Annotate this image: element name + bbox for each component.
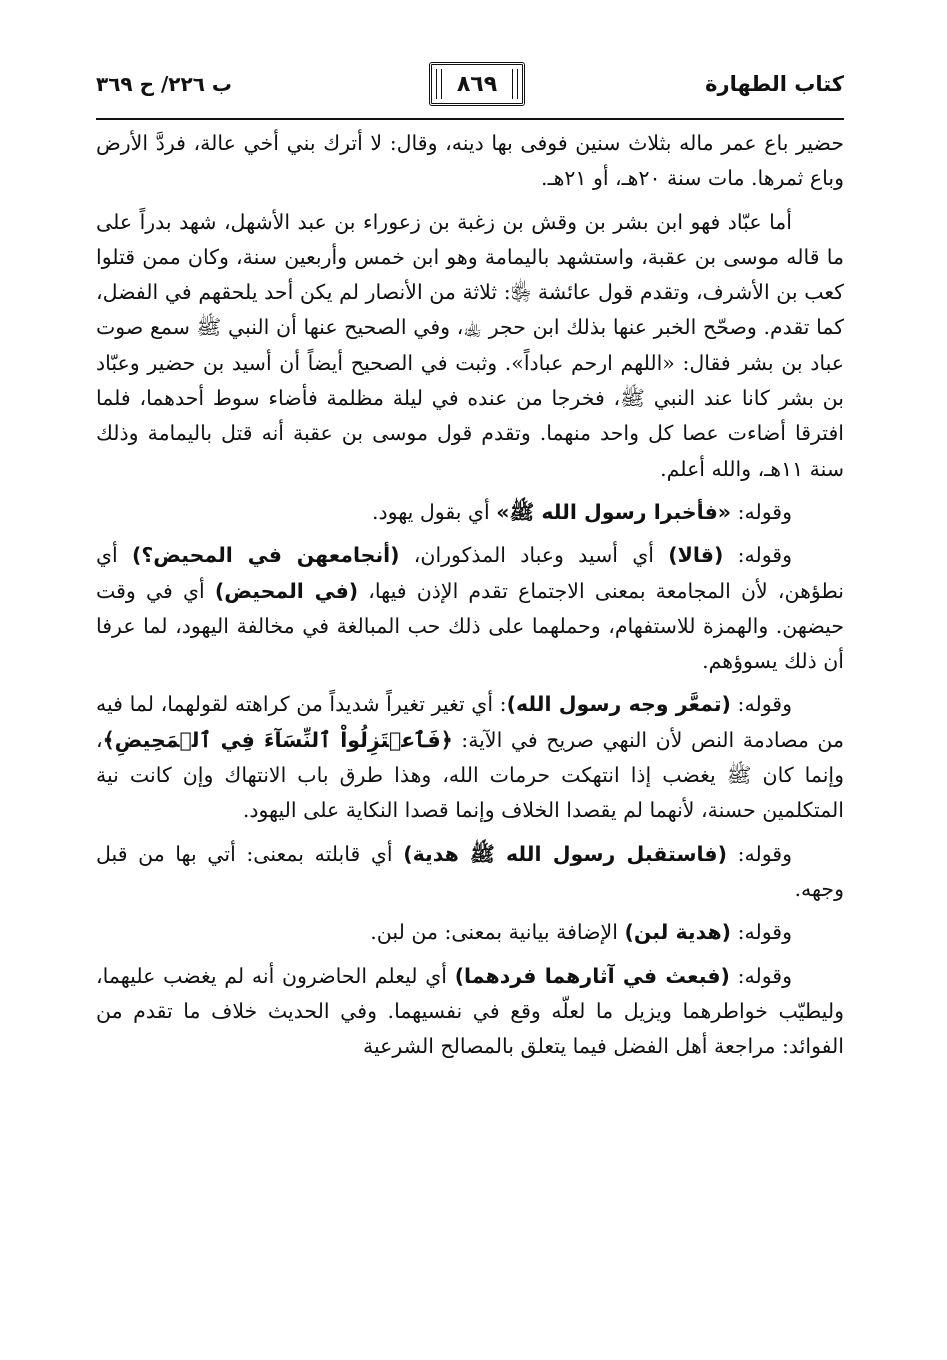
text-run: أي أسيد وعباد المذكوران،	[399, 543, 669, 568]
quoted-phrase: ﴿فَٱعۡتَزِلُواْ ٱلنِّسَآءَ فِي ٱلۡمَحِيضِ﴾	[102, 727, 453, 752]
text-run: أما عبّاد فهو ابن بشر بن وقش بن زغبة بن زعوراء بن عبد الأشهل، شهد بدراً على ما قاله موسى بن عقبة، واستشهد باليمامة وهو ابن خمس وأربعين سنة، وكان ممن قتلوا كعب بن الأشرف، وتقدم قول عائشة ﵂: ثلاثة من الأنصار لم يكن أحد يلحقهم في الفضل، كما تقدم. وصحّح الخبر عنها بذلك ابن حجر ﵀، وفي الصحيح عنها أن النبي ﷺ سمع صوت عباد بن بشر فقال: «اللهم ارحم عباداً». وثبت في الصحيح أيضاً أن أسيد بن حضير وعبّاد بن بشر كانا عند النبي ﷺ، فخرجا من عنده في ليلة مظلمة فأضاء سوط أحدهما، فلما افترقا أضاءت عصا كل واحد منهما. وتقدم قول موسى بن عقبة أنه قتل باليمامة وذلك سنة ١١هـ، والله أعلم.	[96, 209, 844, 481]
text-run: وقوله:	[729, 963, 792, 988]
quoted-phrase: (قالا)	[668, 543, 724, 568]
text-run: أي نطؤهن، لأن المجامعة بمعنى الاجتماع تقدم الإذن فيها،	[96, 543, 844, 603]
quoted-phrase: (هدية لبن)	[624, 920, 732, 945]
quoted-phrase: (أنجامعهن في المحيض؟)	[132, 543, 400, 568]
quoted-phrase: (في المحيض)	[214, 578, 359, 603]
quoted-phrase: (تمعَّر وجه رسول الله)	[506, 692, 731, 717]
chapter-hadith-reference: ب ٢٢٦/ ح ٣٦٩	[96, 72, 232, 96]
text-run: الإضافة بيانية بمعنى: من لبن.	[370, 920, 625, 945]
text-run: حضير باع عمر ماله بثلاث سنين فوفى بها دينه، وقال: لا أترك بني أخي عالة، فردَّ الأرض وباع ثمرها. مات سنة ٢٠هـ، أو ٢١هـ.	[96, 131, 844, 191]
paragraph-4	[96, 538, 844, 679]
paragraph-2	[96, 205, 844, 487]
paragraph-7	[96, 915, 844, 950]
text-run: : أي تغير تغيراً شديداً من كراهته لقولهما، لما فيه من مصادمة النص لأن النهي صريح في الآية:	[96, 692, 844, 752]
paragraph-1	[96, 126, 844, 197]
text-run: وقوله:	[726, 841, 793, 866]
page-header	[96, 62, 844, 122]
text-run: وقوله:	[731, 920, 792, 945]
book-title: كتاب الطهارة	[705, 72, 844, 96]
text-run: أي ليعلم الحاضرون أنه لم يغضب عليهما، وليطيّب خواطرهما ويزيل ما لعلّه وقع في نفسيهما. وفي الحديث خلاف ما تقدم من الفوائد: مراجعة أهل الفضل فيما يتعلق بالمصالح الشرعية	[96, 963, 844, 1059]
text-run: وقوله:	[730, 692, 792, 717]
page-body	[96, 126, 844, 1064]
paragraph-5	[96, 687, 844, 828]
text-run: وقوله:	[731, 499, 792, 524]
text-run: وقوله:	[723, 543, 793, 568]
header-rule	[96, 118, 844, 120]
text-run: ، وإنما كان ﷺ يغضب إذا انتهكت حرمات الله، وهذا طرق باب الانتهاك وإن كانت نية المتكلمين حسنة، لأنهما لم يقصدا الخلاف وإنما قصدا النكاية على اليهود.	[96, 727, 844, 823]
text-run: أي في وقت حيضهن. والهمزة للاستفهام، وحملهما على ذلك حب المبالغة في مخالفة اليهود، لما عرفا أن ذلك يسوؤهم.	[96, 578, 844, 674]
quoted-phrase: «فأخبرا رسول الله ﷺ»	[496, 499, 732, 524]
page-number: ٨٦٩	[429, 62, 525, 106]
quoted-phrase: (فاستقبل رسول الله ﷺ هدية)	[403, 841, 727, 866]
paragraph-3	[96, 495, 844, 530]
paragraph-8	[96, 959, 844, 1065]
text-run: أي بقول يهود.	[371, 499, 497, 524]
paragraph-6	[96, 837, 844, 908]
quoted-phrase: (فبعث في آثارهما فردهما)	[454, 963, 730, 988]
text-run: أي قابلته بمعنى: أتي بها من قبل وجهه.	[96, 841, 844, 901]
